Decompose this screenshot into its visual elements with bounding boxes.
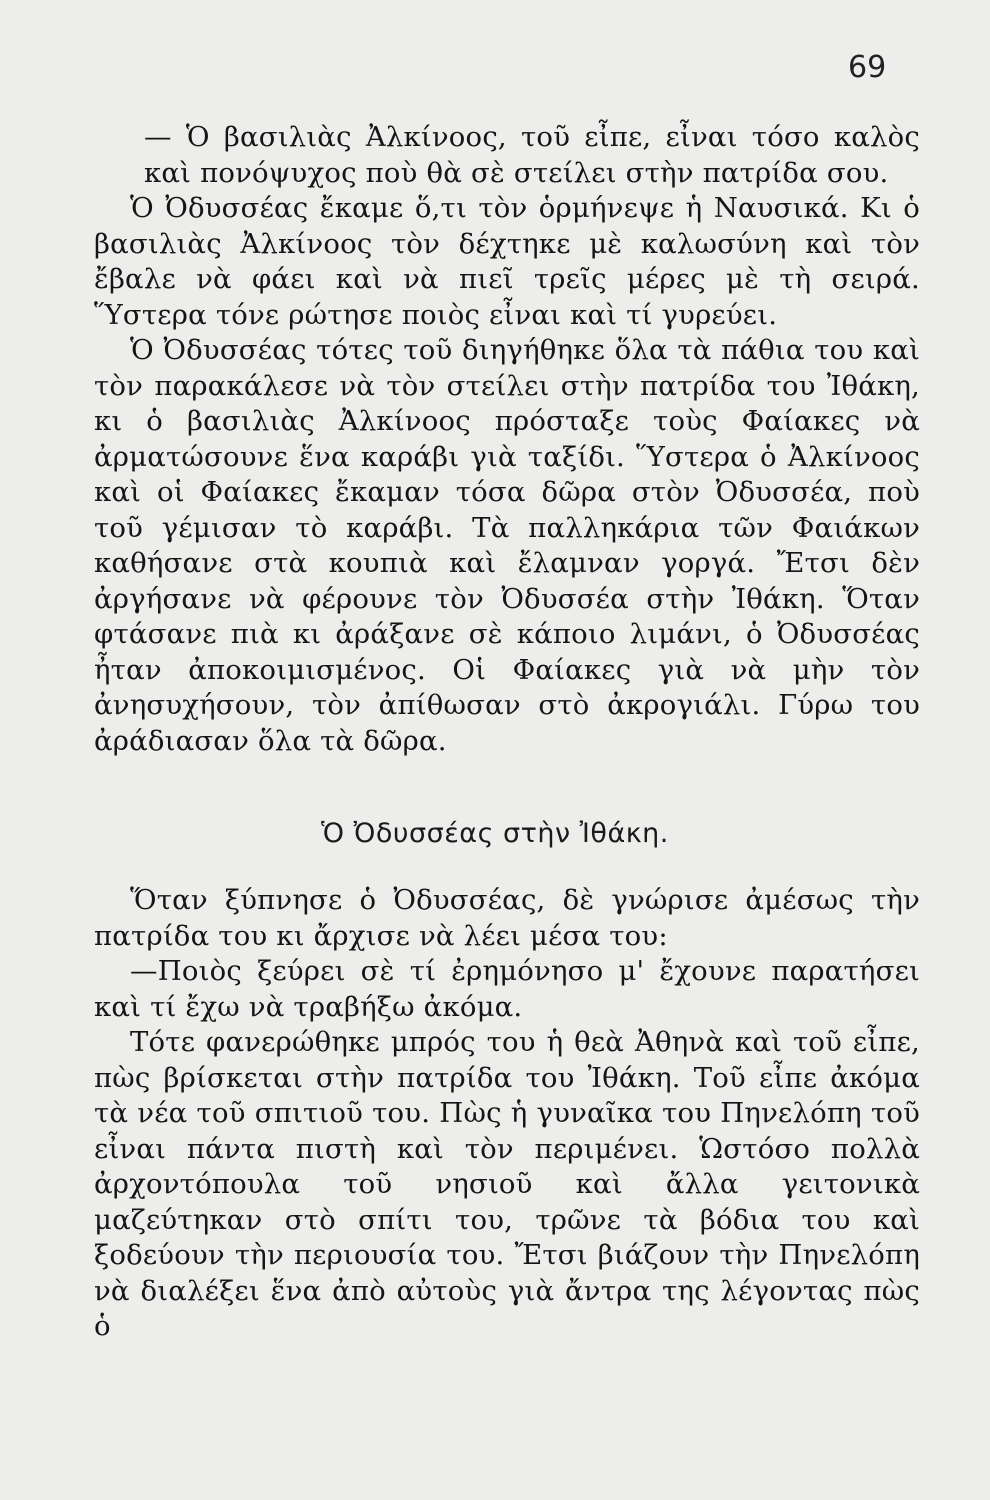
section-bottom-text: [94, 883, 920, 1345]
paragraph: Τότε φανερώθηκε μπρός του ἡ θεὰ Ἀθηνὰ καὶ τοῦ εἶπε, πὼς βρίσκεται στὴν πατρίδα του Ἰθάκη. Τοῦ εἶπε ἀκόμα τὰ νέα τοῦ σπιτιοῦ του. Πὼς ἡ γυναῖκα του Πηνελόπη τοῦ εἶναι πάντα πιστὴ καὶ τὸν περιμένει. Ὡστόσο πολλὰ ἀρχοντόπουλα τοῦ νησιοῦ καὶ ἄλλα γειτονικὰ μαζεύτηκαν στὸ σπίτι του, τρῶνε τὰ βόδια του καὶ ξοδεύουν τὴν περιουσία του. Ἔτσι βιάζουν τὴν Πηνελόπη νὰ διαλέξει ἕνα ἀπὸ αὐτοὺς γιὰ ἄντρα της λέγοντας πὼς ὁ: [94, 1026, 920, 1342]
paragraph: Ὁ Ὀδυσσέας ἔκαμε ὅ,τι τὸν ὁρμήνεψε ἡ Ναυσικά. Κι ὁ βασιλιὰς Ἀλκίνοος τὸν δέχτηκε μὲ καλωσύνη καὶ τὸν ἔβαλε νὰ φάει καὶ νὰ πιεῖ τρεῖς μέρες μὲ τὴ σειρά. Ὕστερα τόνε ρώτησε ποιὸς εἶναι καὶ τί γυρεύει.: [94, 192, 920, 331]
section-top-text: [94, 120, 920, 759]
paragraph: —Ποιὸς ξεύρει σὲ τί ἐρημόνησο μ' ἔχουνε παρατήσει καὶ τί ἔχω νὰ τραβήξω ἀκόμα.: [94, 955, 920, 1023]
paragraph: — Ὁ βασιλιὰς Ἀλκίνοος, τοῦ εἶπε, εἶναι τόσο καλὸς καὶ πονόψυχος ποὺ θὰ σὲ στείλει στὴν πατρίδα σου.: [144, 121, 920, 189]
paragraph: Ὅταν ξύπνησε ὁ Ὀδυσσέας, δὲ γνώρισε ἀμέσως τὴν πατρίδα του κι ἄρχισε νὰ λέει μέσα του:: [94, 884, 920, 952]
paragraph: Ὁ Ὀδυσσέας τότες τοῦ διηγήθηκε ὅλα τὰ πάθια του καὶ τὸν παρακάλεσε νὰ τὸν στείλει στὴν πατρίδα του Ἰθάκη, κι ὁ βασιλιὰς Ἀλκίνοος πρόσταξε τοὺς Φαίακες νὰ ἀρματώσουνε ἕνα καράβι γιὰ ταξίδι. Ὕστερα ὁ Ἀλκίνοος καὶ οἱ Φαίακες ἔκαμαν τόσα δῶρα στὸν Ὀδυσσέα, ποὺ τοῦ γέμισαν τὸ καράβι. Τὰ παλληκάρια τῶν Φαιάκων καθήσανε στὰ κουπιὰ καὶ ἔλαμναν γοργά. Ἔτσι δὲν ἀργήσανε νὰ φέρουνε τὸν Ὀδυσσέα στὴν Ἰθάκη. Ὅταν φτάσανε πιὰ κι ἀράξανε σὲ κάποιο λιμάνι, ὁ Ὀδυσσέας ἦταν ἀποκοιμισμένος. Οἱ Φαίακες γιὰ νὰ μὴν τὸν ἀνησυχήσουν, τὸν ἀπίθωσαν στὸ ἀκρογιάλι. Γύρω του ἀράδιασαν ὅλα τὰ δῶρα.: [94, 334, 920, 757]
section-heading: Ὁ Ὀδυσσέας στὴν Ἰθάκη.: [321, 818, 669, 849]
page-number: 69: [848, 50, 887, 85]
